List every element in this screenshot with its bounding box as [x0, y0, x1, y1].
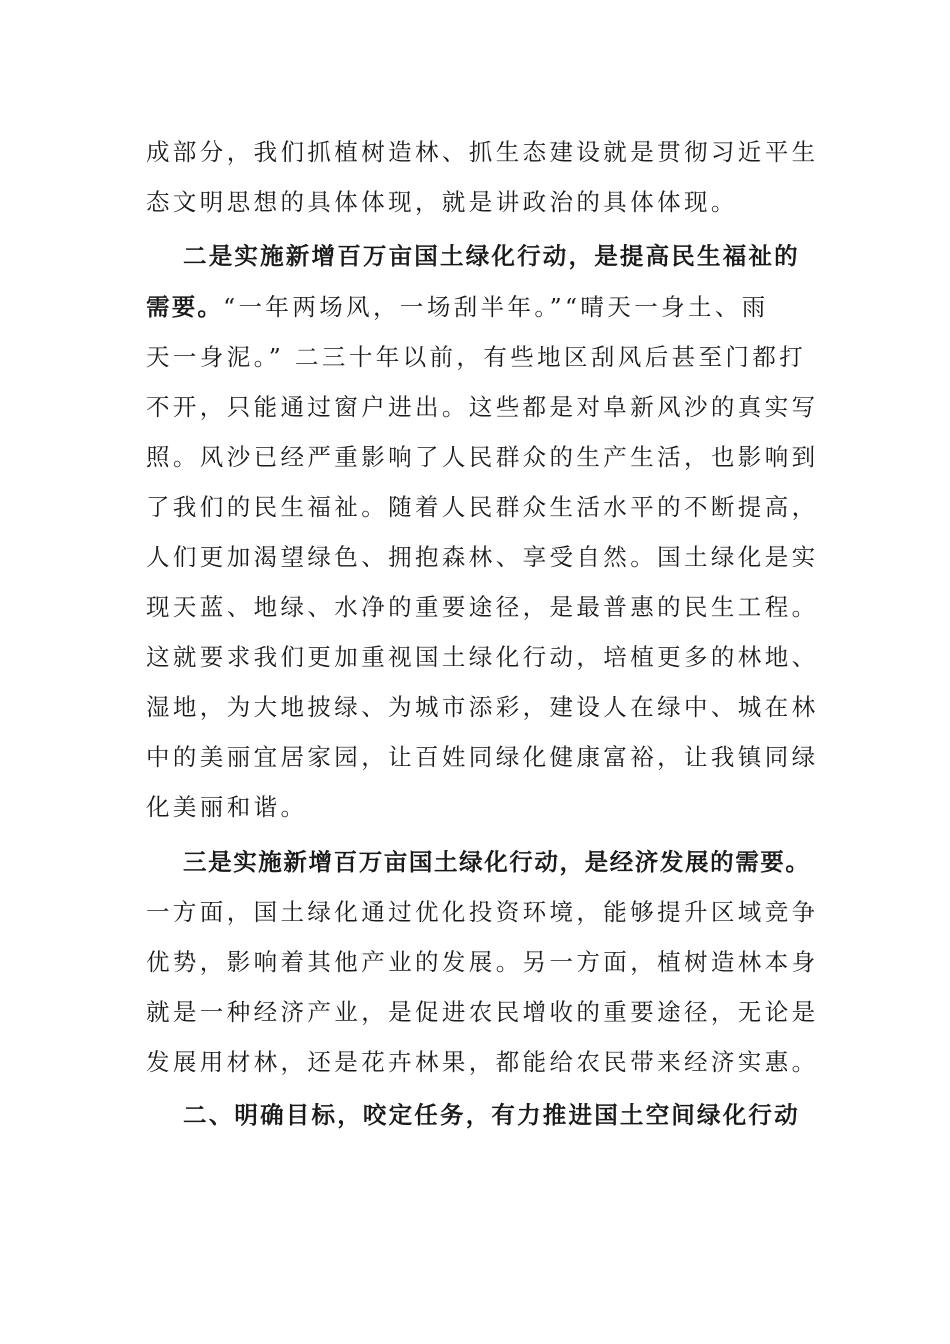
line-text: 中的美丽宜居家园，让百姓同绿化健康富裕，让我镇同绿 [146, 743, 819, 771]
text-line-6 [146, 387, 836, 427]
text-line-11 [146, 637, 836, 677]
line-text: 了我们的民生福祉。随着人民群众生活水平的不断提高， [146, 493, 819, 521]
line-text: 湿地，为大地披绿、为城市添彩，建设人在绿中、城在林 [146, 693, 819, 721]
text-line-13 [146, 737, 836, 777]
bold-text: 三是实施新增百万亩国土绿化行动，是经济发展的需要。 [183, 848, 811, 876]
text-line-1 [146, 132, 836, 172]
text-line-4 [146, 287, 836, 327]
line-text: 化美丽和谐。 [146, 793, 308, 821]
line-text: 天一身泥。” 二三十年以前，有些地区刮风后甚至门都打 [146, 343, 807, 371]
line-text: 人们更加渴望绿色、拥抱森林、享受自然。国土绿化是实 [146, 543, 819, 571]
text-line-5 [146, 337, 836, 377]
text-line-19 [146, 1042, 836, 1082]
text-line-2 [146, 182, 836, 222]
line-text: 就是一种经济产业，是促进农民增收的重要途径，无论是 [146, 998, 819, 1026]
text-line-10 [146, 587, 836, 627]
heading-point-two [183, 236, 873, 276]
line-text: 一方面，国土绿化通过优化投资环境，能够提升区域竞争 [146, 898, 819, 926]
text-line-12 [146, 687, 836, 727]
text-line-18 [146, 992, 836, 1032]
text-line-7 [146, 437, 836, 477]
line-text: 现天蓝、地绿、水净的重要途径，是最普惠的民生工程。 [146, 593, 819, 621]
line-text: 照。风沙已经严重影响了人民群众的生产生活，也影响到 [146, 443, 819, 471]
line-text: 成部分，我们抓植树造林、抓生态建设就是贯彻习近平生 [146, 138, 819, 166]
text-line-16 [146, 892, 836, 932]
line-text: 不开，只能通过窗户进出。这些都是对阜新风沙的真实写 [146, 393, 819, 421]
text-line-14 [146, 787, 836, 827]
line-text: “一年两场风，一场刮半年。”“晴天一身土、雨 [223, 293, 769, 321]
line-text: 优势，影响着其他产业的发展。另一方面，植树造林本身 [146, 948, 819, 976]
heading-point-three [183, 842, 873, 882]
bold-text: 需要。 [146, 293, 224, 321]
section-heading-two [183, 1095, 873, 1135]
bold-text: 二、明确目标，咬定任务，有力推进国土空间绿化行动 [183, 1101, 800, 1129]
line-text: 态文明思想的具体体现，就是讲政治的具体体现。 [146, 188, 738, 216]
bold-text: 二是实施新增百万亩国土绿化行动，是提高民生福祉的 [183, 242, 800, 270]
text-line-9 [146, 537, 836, 577]
text-line-17 [146, 942, 836, 982]
line-text: 这就要求我们更加重视国土绿化行动，培植更多的林地、 [146, 643, 819, 671]
text-line-8 [146, 487, 836, 527]
line-text: 发展用材林，还是花卉林果，都能给农民带来经济实惠。 [146, 1048, 819, 1076]
